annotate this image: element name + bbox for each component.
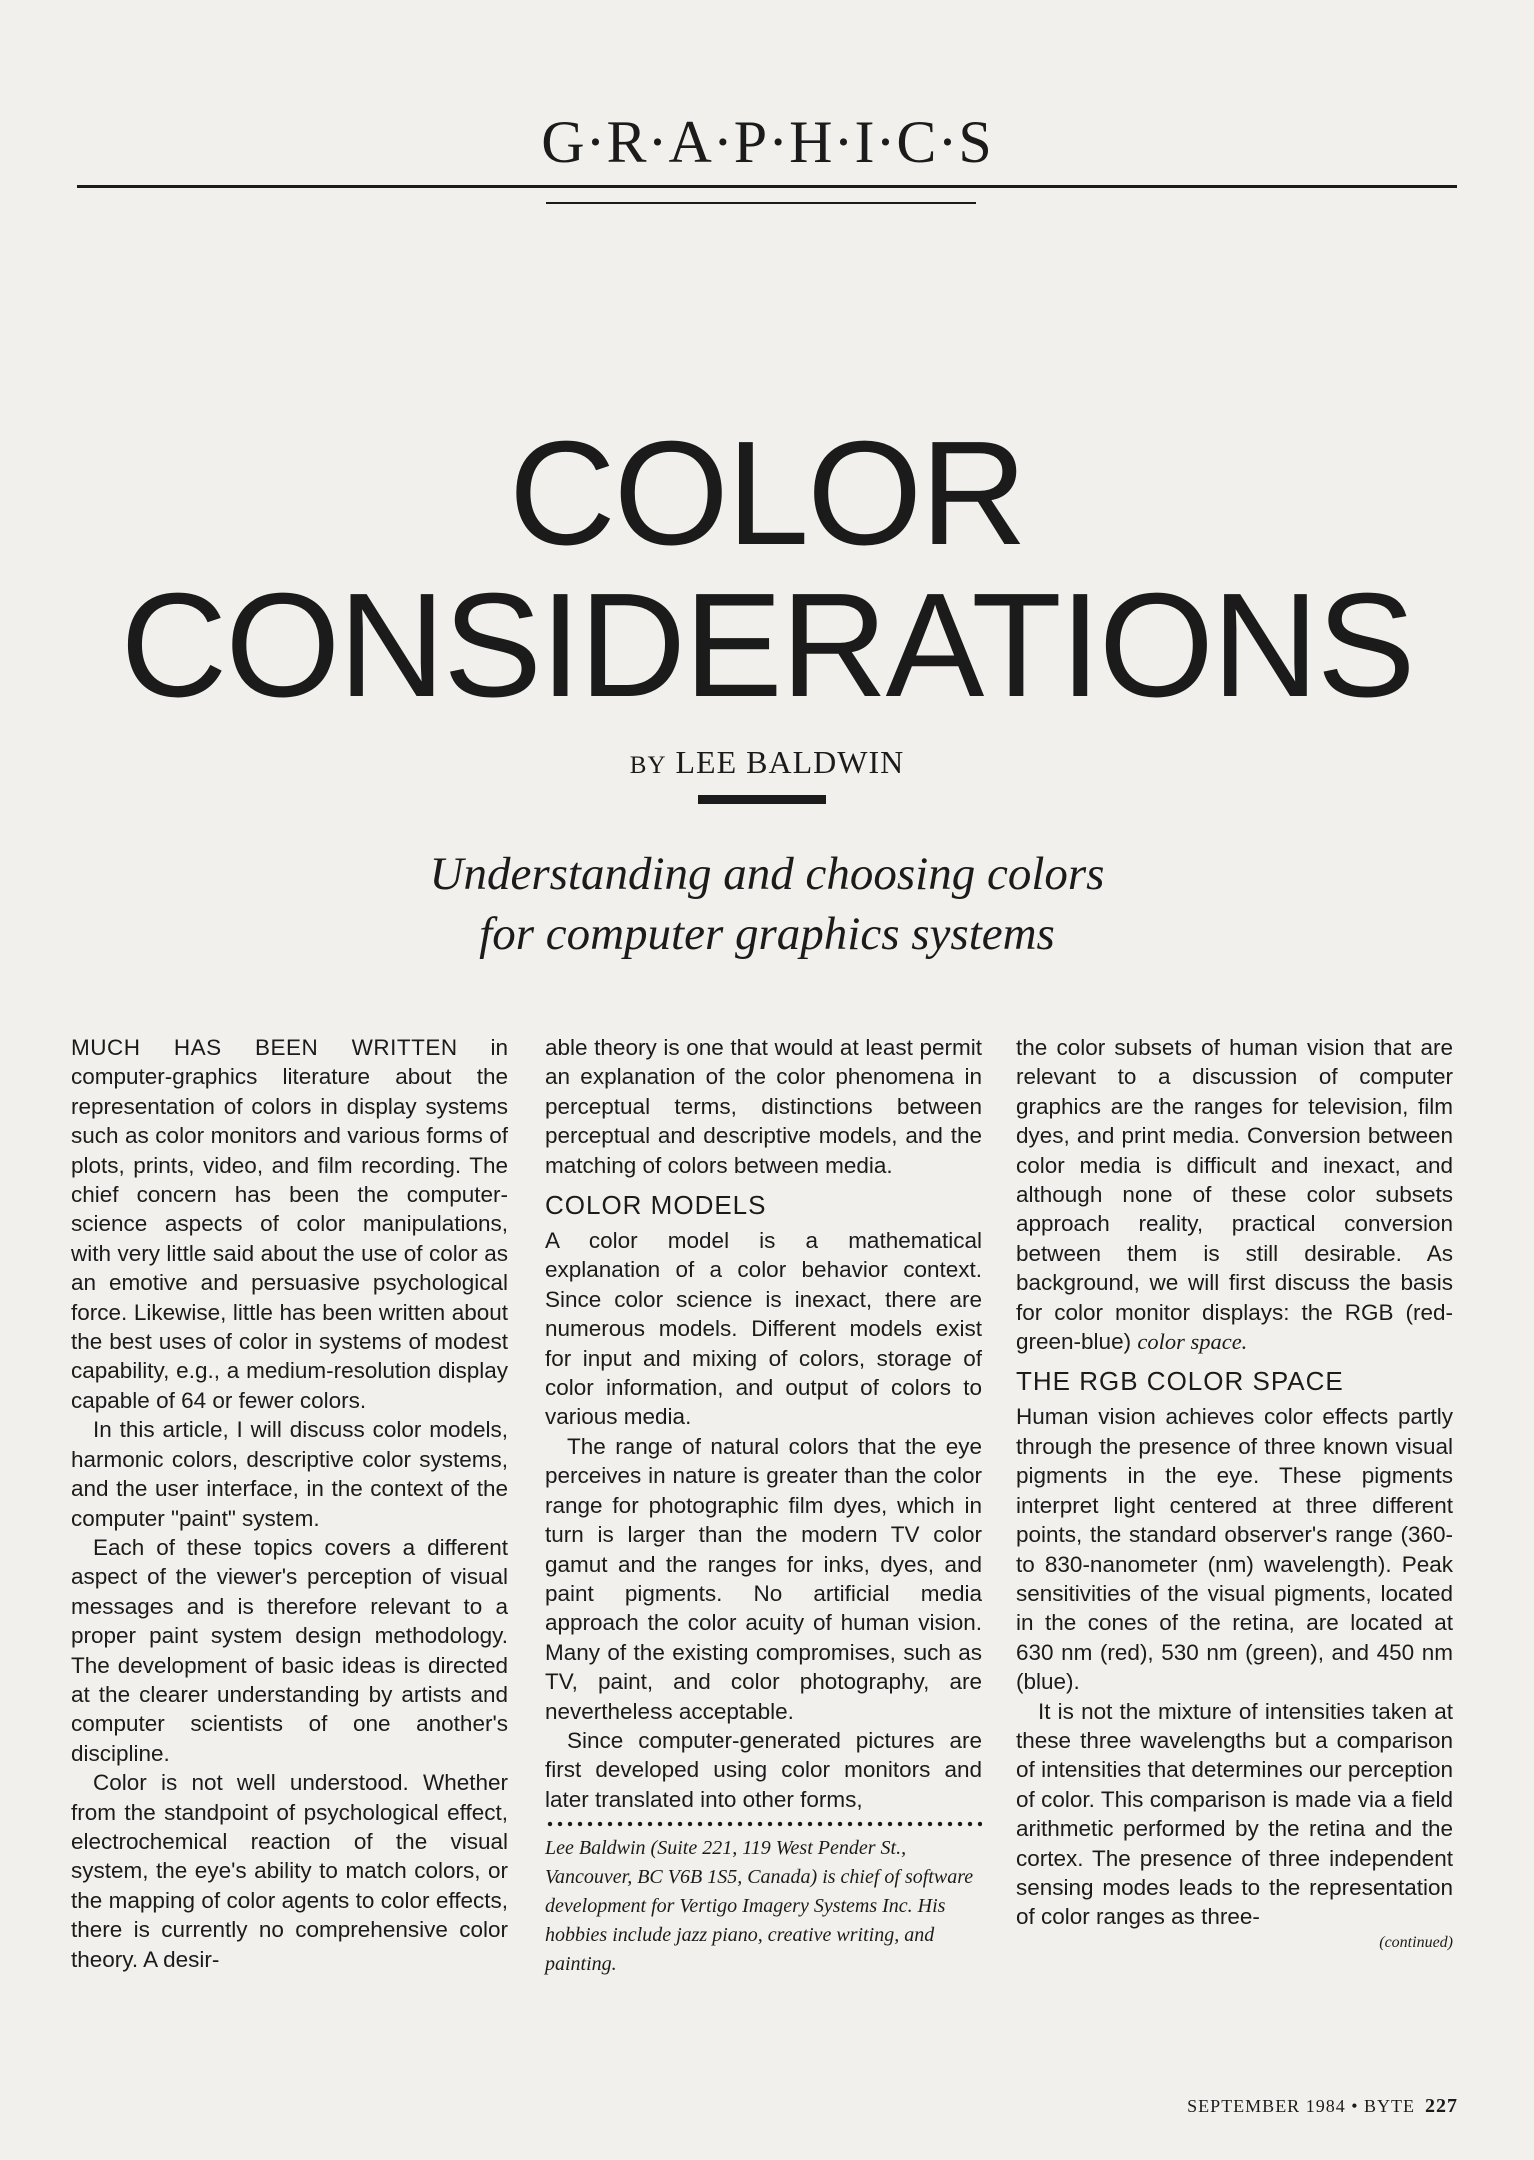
deck-line2: for computer graphics systems	[479, 908, 1055, 960]
header-rule	[77, 185, 1457, 188]
byline-bar	[698, 795, 826, 804]
article-title-line2: CONSIDERATIONS	[120, 563, 1414, 728]
header-subrule	[546, 202, 976, 204]
paragraph: It is not the mixture of intensities taken at these three wavelengths but a comparison of intensities that determines our perception of color. This comparison is made via a field arithmetic performed by the retina and the cortex. The presence of three independent sensing modes leads to the representation of color ranges as three-	[1016, 1698, 1453, 1930]
paragraph: In this article, I will discuss color models, harmonic colors, descriptive color systems, and the user interface, in the context of the computer "paint" system.	[71, 1417, 508, 1531]
column-2	[545, 1033, 982, 1979]
continued-note: (continued)	[1379, 1933, 1453, 1951]
column-3	[1016, 1033, 1453, 1954]
byline-by: BY	[629, 752, 667, 779]
column-1	[71, 1033, 508, 1974]
lead-in: MUCH HAS BEEN WRITTEN	[71, 1035, 458, 1060]
byline-author: LEE BALDWIN	[675, 744, 905, 780]
subhead-color-models: COLOR MODELS	[545, 1190, 767, 1221]
paragraph: able theory is one that would at least permit an explanation of the color phenomena in perceptual terms, distinctions between perceptual and descriptive models, and the matching of colors between media.	[545, 1035, 982, 1178]
paragraph: The range of natural colors that the eye perceives in nature is greater than the color range for photographic film dyes, which in turn is larger than the modern TV color gamut and the ranges for inks, dyes, and paint pigments. No artificial media approach the color acuity of human vision. Many of the existing compromises, such as TV, paint, and color photography, are nevertheless acceptable.	[545, 1433, 982, 1724]
paragraph: A color model is a mathematical explanation of a color behavior context. Since color science is inexact, there are numerous models. Different models exist for input and mixing of colors, storage of color information, and output of colors to various media.	[545, 1228, 982, 1430]
deck-line1: Understanding and choosing colors	[429, 848, 1105, 900]
dotted-rule	[545, 1820, 982, 1828]
subhead-rgb-color-space: THE RGB COLOR SPACE	[1016, 1366, 1344, 1397]
paragraph: Since computer-generated pictures are first developed using color monitors and later translated into other forms,	[545, 1727, 982, 1812]
byline	[0, 744, 1534, 781]
article-title-line1: COLOR	[508, 411, 1026, 576]
paragraph	[71, 1033, 508, 1415]
term-color-space: color space.	[1137, 1329, 1248, 1355]
issue-line: SEPTEMBER 1984 • BYTE	[1187, 2096, 1415, 2116]
paragraph: Each of these topics covers a different aspect of the viewer's perception of visual messages and is therefore relevant to a proper paint system design methodology. The development of basic ideas is directed at the clearer understanding by artists and computer scientists of one another's discipline.	[71, 1534, 508, 1766]
paragraph: Color is not well understood. Whether from the standpoint of psychological effect, electrochemical reaction of the visual system, the eye's ability to match colors, or the mapping of color agents to color effects, there is currently no comprehensive color theory. A desir-	[71, 1770, 508, 1972]
paragraph	[1016, 1033, 1453, 1356]
paragraph-text: the color subsets of human vision that are relevant to a discussion of computer graphics are the ranges for television, film dyes, and print media. Conversion between color media is difficult and inexact, and although none of these color subsets approach reality, practical conversion between them is still desirable. As background, we will first discuss the basis for color monitor displays: the RGB (red-green-blue)	[1016, 1035, 1453, 1355]
page-number: 227	[1425, 2095, 1458, 2117]
author-bio: Lee Baldwin (Suite 221, 119 West Pender St., Vancouver, BC V6B 1S5, Canada) is chief of software development for Vertigo Imagery Systems Inc. His hobbies include jazz piano, creative writing, and painting.	[545, 1837, 974, 1976]
section-header: G·R·A·P·H·I·C·S	[541, 109, 993, 175]
paragraph: Human vision achieves color effects partly through the presence of three known visual pigments in the eye. These pigments interpret light centered at three different points, the standard observer's range (360- to 830-nanometer (nm) wavelength). Peak sensitivities of the visual pigments, located in the cones of the retina, are located at 630 nm (red), 530 nm (green), and 450 nm (blue).	[1016, 1404, 1453, 1695]
page-footer	[1187, 2095, 1458, 2118]
paragraph-text: in computer-graphics literature about the representation of colors in display systems such as color monitors and various forms of plots, prints, video, and film recording. The chief concern has been the computer-science aspects of color manipulations, with very little said about the use of color as an emotive and persuasive psychological force. Likewise, little has been written about the best uses of color in systems of modest capability, e.g., a medium-resolution display capable of 64 or fewer colors.	[71, 1035, 508, 1413]
